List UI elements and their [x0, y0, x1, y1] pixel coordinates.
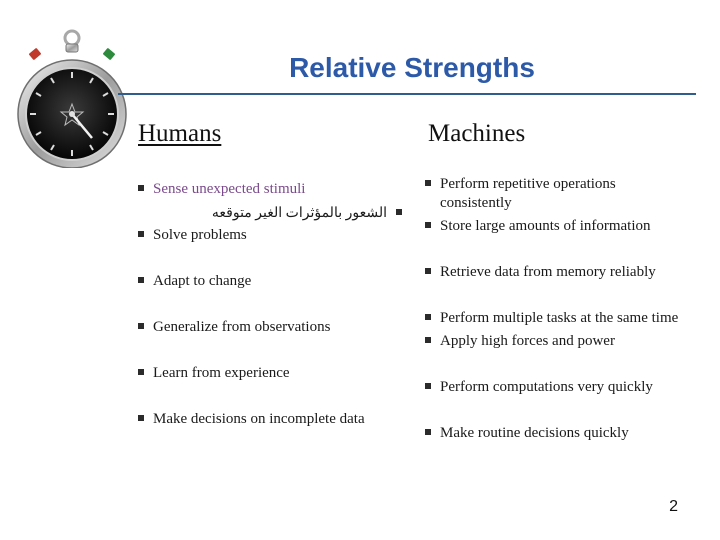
machines-heading: Machines: [428, 120, 526, 147]
humans-arabic-note: الشعور بالمؤثرات الغير متوقعه: [150, 204, 402, 223]
humans-heading: Humans: [138, 120, 222, 147]
bullet-icon: [138, 231, 144, 237]
machines-item: Retrieve data from memory reliably: [425, 263, 656, 282]
humans-item: Generalize from observations: [138, 318, 330, 337]
machines-item: Make routine decisions quickly: [425, 424, 629, 443]
stopwatch-icon: [14, 28, 134, 168]
bullet-icon: [425, 383, 431, 389]
bullet-icon: [138, 415, 144, 421]
bullet-icon: [138, 185, 144, 191]
machines-item: Perform multiple tasks at the same time: [425, 309, 678, 328]
bullet-icon: [425, 429, 431, 435]
bullet-icon: [425, 268, 431, 274]
machines-item: Store large amounts of information: [425, 217, 651, 236]
bullet-icon: [425, 314, 431, 320]
humans-item: Make decisions on incomplete data: [138, 410, 365, 429]
machines-item: Apply high forces and power: [425, 332, 615, 351]
bullet-icon: [396, 209, 402, 215]
bullet-icon: [138, 277, 144, 283]
page-number: 2: [669, 498, 678, 515]
humans-item: Solve problems: [138, 226, 247, 245]
bullet-icon: [138, 369, 144, 375]
humans-item: Sense unexpected stimuli: [138, 180, 305, 199]
bullet-icon: [425, 222, 431, 228]
humans-item: Adapt to change: [138, 272, 251, 291]
slide-title: Relative Strengths: [289, 52, 535, 83]
title-divider: [118, 93, 696, 95]
bullet-icon: [138, 323, 144, 329]
bullet-icon: [425, 337, 431, 343]
humans-item: Learn from experience: [138, 364, 290, 383]
bullet-icon: [425, 180, 431, 186]
machines-item: Perform repetitive operations consistently: [425, 175, 616, 213]
machines-item: Perform computations very quickly: [425, 378, 653, 397]
